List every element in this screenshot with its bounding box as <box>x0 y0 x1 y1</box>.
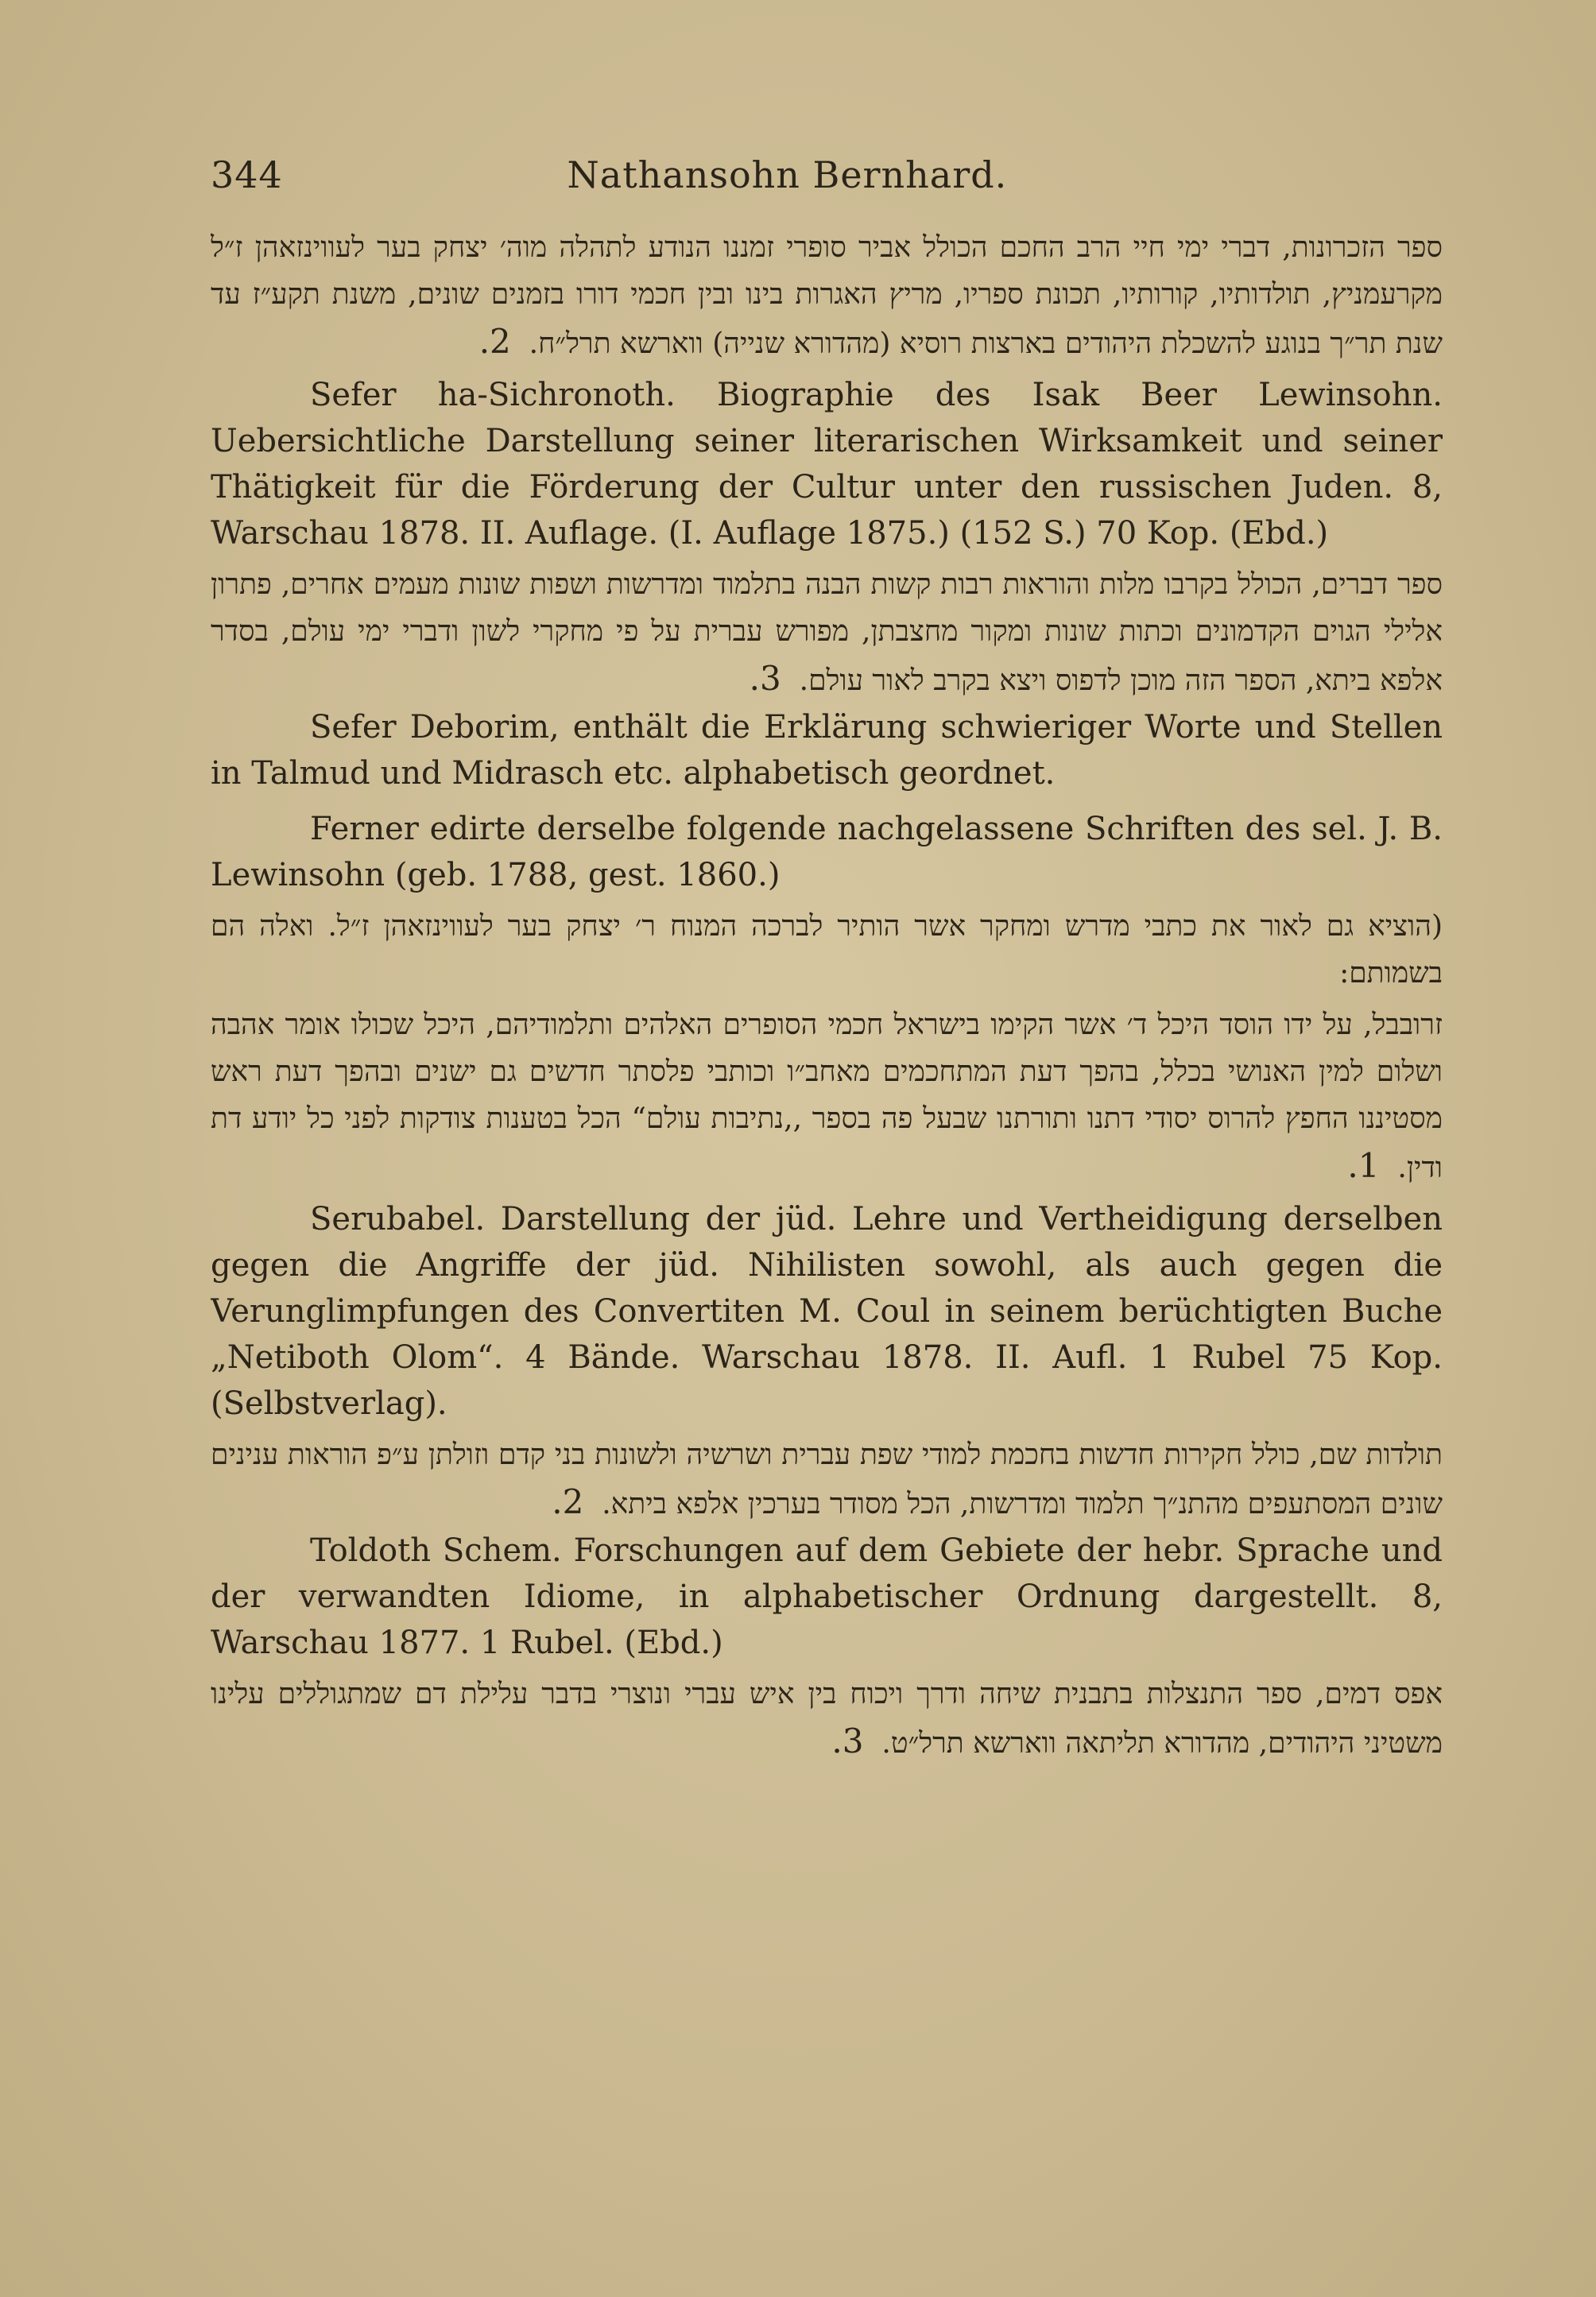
page-number: 344 <box>211 153 283 196</box>
hebrew-entry <box>211 561 1443 704</box>
german-entry: Toldoth Schem. Forschungen auf dem Gebiete der hebr. Sprache und der verwandten Idiome, in alphabetischer Ordnung dargestellt. 8, Warschau 1877. 1 Rubel. (Ebd.) <box>211 1532 1443 1661</box>
hebrew-entry <box>211 224 1443 367</box>
hebrew-text: תולדות שם, כולל חקירות חדשות בחכמת למודי שפת עברית ושרשיה ולשונות בני קדם וזולתן ע״פ הוראות ענינים שונים המסתעפים מהתנ״ך תלמוד ומדרשות, הכל מסודר בערכין אלפא ביתא. <box>211 1439 1443 1520</box>
entry-number: 2. <box>478 322 511 361</box>
page-header <box>211 143 1443 207</box>
hebrew-paragraph <box>211 224 1443 367</box>
hebrew-entry <box>211 1001 1443 1191</box>
entry-number: 1. <box>1347 1146 1380 1185</box>
hebrew-paragraph: (הוציא גם לאור את כתבי מדרש ומחקר אשר הותיר לברכה המנוח ר׳ יצחק בער לעווינזאהן ז״ל. ואלה הם בשמותם: <box>211 910 1443 990</box>
hebrew-paragraph <box>211 561 1443 704</box>
hebrew-text: אפס דמים, ספר התנצלות בתבנית שיחה ודרך ויכוח בין איש עברי ונוצרי בדבר עלילת דם שמתגוללים עלינו משטיני היהודים, מהדורא תליתאה ווארשא תרל״ט. <box>211 1678 1443 1760</box>
hebrew-paragraph <box>211 1431 1443 1528</box>
hebrew-paragraph <box>211 1001 1443 1191</box>
running-title: Nathansohn Bernhard. <box>567 153 1008 196</box>
entry-number: 3. <box>749 659 781 698</box>
hebrew-text: ספר דברים, הכולל בקרבו מלות והוראות רבות קשות הבנה בתלמוד ומדרשות ושפות שונות מעמים אחרים, פתרון אלילי הגוים הקדמונים וכתות שונות ומקור מחצבתן, מפורש עברית על פי מחקרי לשון ודברי ימי עולם, בסדר אלפא ביתא, הספר הזה מוכן לדפוס ויצא בקרב לאור עולם. <box>211 568 1443 697</box>
hebrew-entry <box>211 1671 1443 1767</box>
entry-number: 3. <box>831 1722 864 1761</box>
hebrew-text: זרובבל, על ידו הוסד היכל ד׳ אשר הקימו בישראל חכמי הסופרים האלהים ותלמודיהם, היכל שכולו אומר אהבה ושלום למין האנושי בכלל, בהפך דעת המתחכמים מאחב״ו וכותבי פלסתר חדשים גם ישנים ובהפך דעת ראש מסטיננו החפץ להרוס יסודי דתנו ותורתנו שבעל פה בספר ,,נתיבות עולם“ הכל בטענות צודקות לפני כל יודע דת ודין. <box>211 1009 1443 1184</box>
page-body <box>211 224 1443 1767</box>
hebrew-entry <box>211 1431 1443 1528</box>
hebrew-paragraph <box>211 1671 1443 1767</box>
german-entry: Sefer ha-Sichronoth. Biographie des Isak Beer Lewinsohn. Uebersichtliche Darstellung seiner literarischen Wirksamkeit und seiner Thätigkeit für die Förderung der Cultur unter den russischen Juden. 8, Warschau 1878. II. Auflage. (I. Auflage 1875.) (152 S.) 70 Kop. (Ebd.) <box>211 377 1443 552</box>
entry-number: 2. <box>552 1482 584 1521</box>
german-entry: Ferner edirte derselbe folgende nachgelassene Schriften des sel. J. B. Lewinsohn (geb. 1788, gest. 1860.) <box>211 811 1443 893</box>
german-entry: Serubabel. Darstellung der jüd. Lehre und Vertheidigung derselben gegen die Angriffe der jüd. Nihilisten sowohl, als auch gegen die Verunglimpfungen des Convertiten M. Coul in seinem berüchtigten Buche „Netiboth Olom“. 4 Bände. Warschau 1878. II. Aufl. 1 Rubel 75 Kop. (Selbstverlag). <box>211 1201 1443 1422</box>
hebrew-text: ספר הזכרונות, דברי ימי חיי הרב החכם הכולל אביר סופרי זמננו הנודע לתהלה מוה׳ יצחק בער לעווינזאהן ז״ל מקרעמניץ, תולדותיו, קורותיו, תכונת ספריו, מריץ האגרות בינו ובין חכמי דורו בזמנים שונים, משנת תקע״ז עד שנת תר״ך בנוגע להשכלת היהודים בארצות רוסיא (מהדורא שנייה) ווארשא תרל״ח. <box>211 231 1443 360</box>
german-entry: Sefer Deborim, enthält die Erklärung schwieriger Worte und Stellen in Talmud und Midrasch etc. alphabetisch geordnet. <box>211 709 1443 792</box>
book-page <box>211 143 1443 2178</box>
hebrew-entry <box>211 903 1443 997</box>
